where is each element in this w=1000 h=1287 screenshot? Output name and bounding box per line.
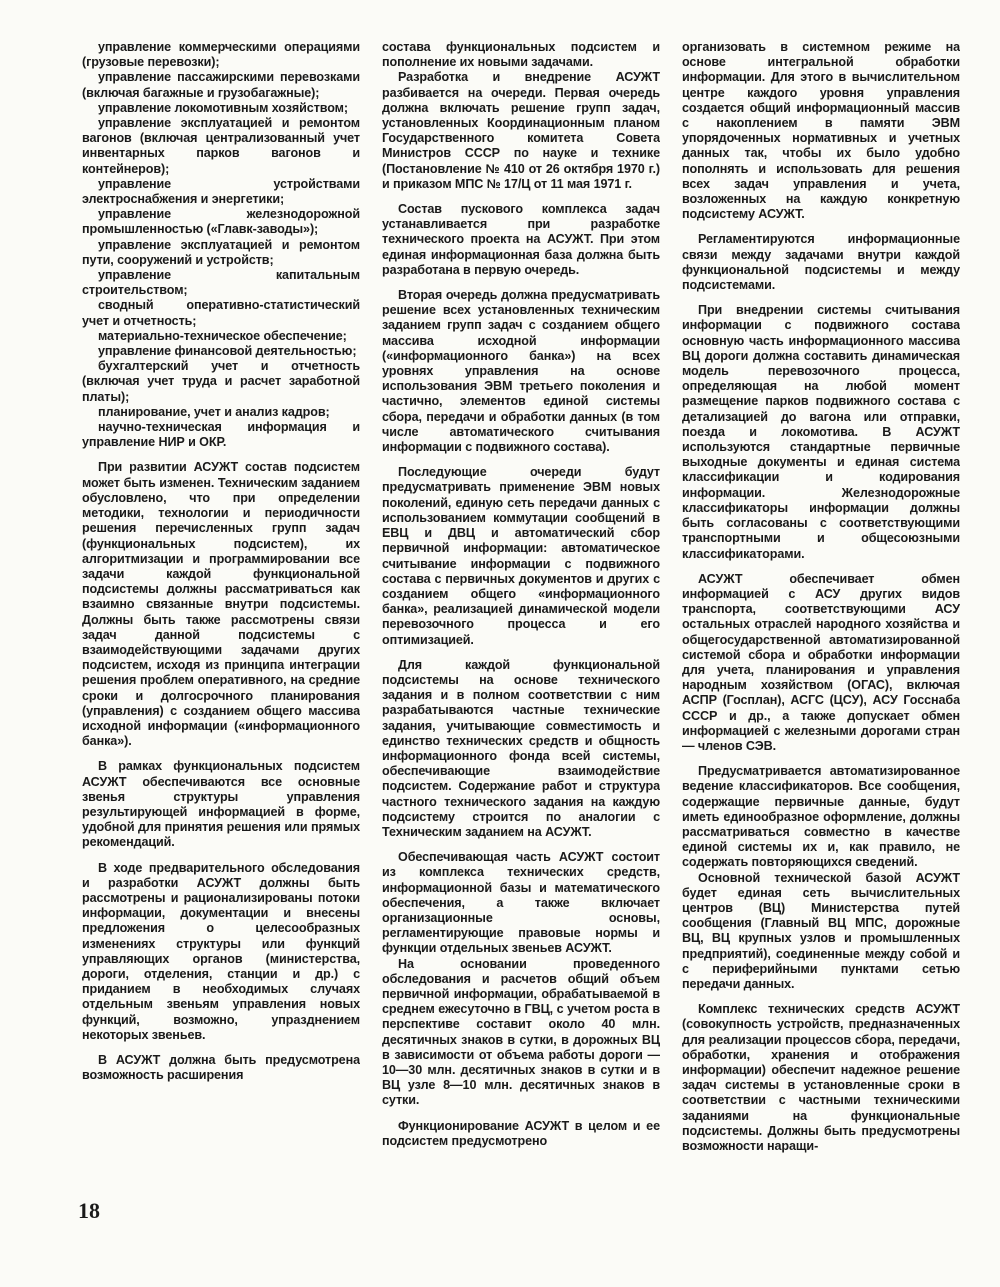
paragraph: управление финансовой деятельностью; (98, 344, 357, 359)
paragraph: сводный оперативно-статистический учет и отчетность; (82, 298, 360, 328)
page-number: 18 (78, 1198, 100, 1223)
paragraph: Разработка и внедрение АСУЖТ разбивается на очереди. Первая очередь должна включать решение групп задач, установленных Координационным планом Государственного комитета Совета Министров СССР по науке и технике (Постановление № 410 от 26 октября 1970 г.) и приказом МПС № 17/Ц от 11 мая 1971 г. (382, 70, 660, 191)
paragraph: При внедрении системы считывания информации с подвижного состава основную часть информационного массива ВЦ дороги должна составить динамическая модель перевозочного процесса, определяющая на любой момент размещение парков подвижного состава с детализацией до вагона или отправки, поезда и локомотива. В АСУЖТ используются стандартные первичные выходные документы и единая система классификации и кодирования информации. Железнодорожные классификаторы информации должны быть согласованы с соответствующими транспортными и общесоюзными классификаторами. (682, 303, 960, 561)
paragraph: В АСУЖТ должна быть предусмотрена возможность расширения (82, 1053, 360, 1083)
paragraph: управление пассажирскими перевозками (включая багажные и грузобагажные); (82, 70, 360, 100)
paragraph: управление железнодорожной промышленностью («Главк-заводы»); (82, 207, 360, 237)
paragraph: Последующие очереди будут предусматривать применение ЭВМ новых поколений, единую сеть передачи данных с использованием коммутации сообщений в ЕВЦ и ДВЦ и автоматический сбор первичной информации: автоматическое считывание информации с подвижного состава с первичных документов и других с созданием общего «информационного банка», реализацией динамической модели перевозочного процесса и его оптимизацией. (382, 465, 660, 647)
paragraph: Обеспечивающая часть АСУЖТ состоит из комплекса технических средств, информационной базы и математического обеспечения, а также включает организационные основы, регламентирующие правовые нормы и функции отдельных звеньев АСУЖТ. (382, 850, 660, 956)
text-column-2 (382, 40, 660, 1230)
paragraph: Регламентируются информационные связи между задачами внутри каждой функциональной подсистемы и между подсистемами. (682, 232, 960, 293)
paragraph: управление локомотивным хозяйством; (98, 100, 348, 115)
paragraph: При развитии АСУЖТ состав подсистем может быть изменен. Техническим заданием обусловлено, что при определении методики, технологии и периодичности решения перечисленных групп задач (функциональных подсистем), их алгоритмизации и программировании все задачи каждой функциональной подсистемы должны рассматриваться как взаимно связанные внутри подсистемы. Должны быть также рассмотрены связи задач данной подсистемы с взаимодействующими задачами других подсистем, исходя из принципа интеграции решения проблем оперативного, на средние сроки и долгосрочного планирования (управления) с созданием общего массива исходной информации («информационного банка»). (82, 460, 360, 749)
paragraph: Состав пускового комплекса задач устанавливается при разработке технического проекта на АСУЖТ. При этом единая информационная база должна быть разработана в первую очередь. (382, 202, 660, 277)
paragraph: материально-техническое обеспечение; (98, 328, 347, 343)
paragraph: бухгалтерский учет и отчетность (включая учет труда и расчет заработной платы); (82, 359, 360, 404)
paragraph: планирование, учет и анализ кадров; (98, 404, 330, 419)
paragraph: научно-техническая информация и управление НИР и ОКР. (82, 420, 360, 450)
text-column-1 (82, 40, 360, 1230)
paragraph: АСУЖТ обеспечивает обмен информацией с АСУ других видов транспорта, соответствующими АСУ остальных отраслей народного хозяйства и общегосударственной автоматизированной системой сбора и обработки информации для учета, планирования и управления народным хозяйством (ОГАС), включая АСПР (Госплан), АСГС (ЦСУ), АСУ Госснаба СССР и др., а также допускает обмен информацией с железными дорогами стран — членов СЭВ. (682, 571, 960, 753)
paragraph: управление эксплуатацией и ремонтом вагонов (включая централизованный учет инвентарных парков вагонов и контейнеров); (82, 116, 360, 176)
paragraph: Для каждой функциональной подсистемы на основе технического задания и в полном соответствии с ним разрабатываются частные технические задания, учитывающие совместимость и единство технических средств и общность информационного фонда всей системы, обеспечивающие взаимодействие подсистем. Содержание работ и структура частного технического задания на каждую подсистему строится по аналогии с Техническим заданием на АСУЖТ. (382, 657, 660, 839)
paragraph: управление капитальным строительством; (82, 268, 360, 298)
paragraph: Вторая очередь должна предусматривать решение всех установленных техническим заданием групп задач с созданием общего массива исходной информации («информационного банка») на всех уровнях управления на основе использования ЭВМ третьего поколения и частично, элементов единой системы сбора, передачи и обработки данных (в том числе автоматического считывания информации с подвижного состава). (382, 288, 660, 455)
paragraph: В рамках функциональных подсистем АСУЖТ обеспечиваются все основные звенья структуры управления результирующей информацией в форме, удобной для принятия решения или прямых рекомендаций. (82, 759, 360, 850)
paragraph: управление устройствами электроснабжения и энергетики; (82, 176, 360, 207)
paragraph: Основной технической базой АСУЖТ будет единая сеть вычислительных центров (ВЦ) Министерства путей сообщения (Главный ВЦ МПС, дорожные ВЦ, ВЦ крупных узлов и промышленных предприятий), соединенные между собой и с периферийными пунктами сетью передачи данных. (682, 870, 960, 991)
paragraph: состава функциональных подсистем и пополнение их новыми задачами. (382, 40, 660, 70)
paragraph: Комплекс технических средств АСУЖТ (совокупность устройств, предназначенных для реализации процессов сбора, передачи, обработки, хранения и отображения информации) обеспечит надежное решение задач системы в установленные сроки в соответствии с частными техническими заданиями на функциональные подсистемы. Должны быть предусмотрены возможности наращи- (682, 1002, 960, 1154)
paragraph: управление эксплуатацией и ремонтом пути, сооружений и устройств; (82, 237, 360, 267)
article-page (82, 40, 960, 1230)
paragraph: управление коммерческими операциями (грузовые перевозки); (82, 40, 360, 70)
paragraph: На основании проведенного обследования и расчетов общий объем первичной информации, обрабатываемой в среднем ежесуточно в ГВЦ, с учетом роста в перспективе составит около 40 млн. десятичных знаков в сутки, в дорожных ВЦ в зависимости от объема работы дороги — 10—30 млн. десятичных знаков в сутки и в ВЦ узле 8—10 млн. десятичных знаков в сутки. (382, 956, 660, 1108)
paragraph: организовать в системном режиме на основе интегральной обработки информации. Для этого в вычислительном центре каждого уровня управления создается общий информационный массив с накоплением в памяти ЭВМ упорядоченных нормативных и учетных данных так, чтобы их было удобно пополнять и использовать для решения всех задач управления и учета, возложенных на каждую конкретную подсистему АСУЖТ. (682, 40, 960, 222)
paragraph: В ходе предварительного обследования и разработки АСУЖТ должны быть рассмотрены и рационализированы потоки информации, документации и внесены предложения о целесообразных изменениях структуры или функций управляющих органов (министерства, дороги, отделения, станции и др.) с приданием в необходимых случаях отдельным звеньям управления новых функций, возможно, упразднением некоторых звеньев. (82, 860, 360, 1042)
paragraph: Предусматривается автоматизированное ведение классификаторов. Все сообщения, содержащие первичные данные, будут иметь единообразное оформление, должны рассматриваться совместно в качестве единой системы их и, как правило, не содержать повторяющихся сведений. (682, 764, 960, 870)
paragraph: Функционирование АСУЖТ в целом и ее подсистем предусмотрено (382, 1118, 660, 1148)
text-column-3 (682, 40, 960, 1230)
